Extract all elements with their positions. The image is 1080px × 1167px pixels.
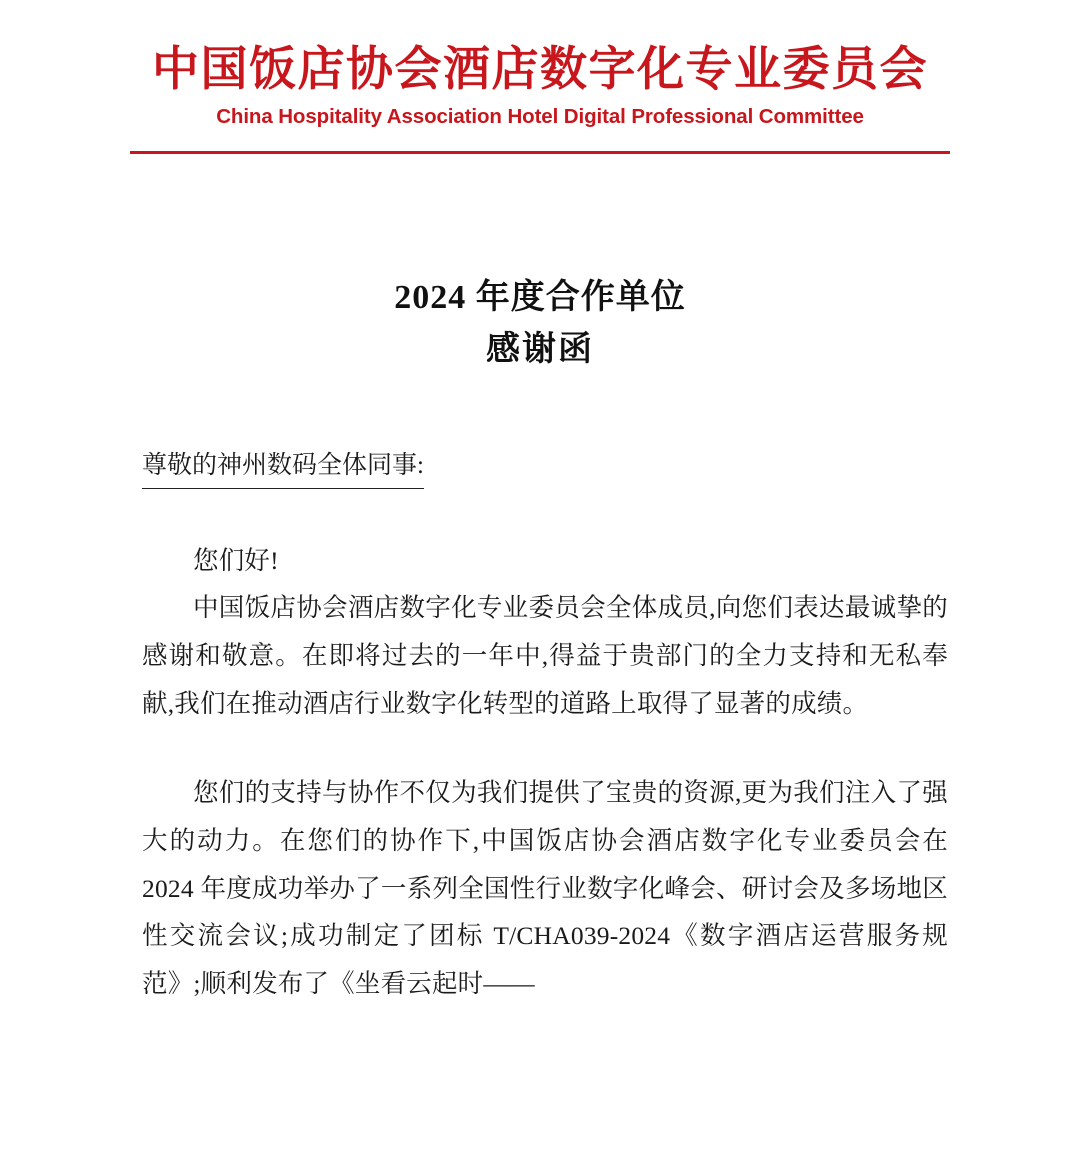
organization-name-english: China Hospitality Association Hotel Digital Professional Committee	[216, 104, 864, 128]
title-line-subject: 感谢函	[486, 330, 594, 368]
letterhead	[130, 0, 950, 154]
body-paragraph-1: 中国饭店协会酒店数字化专业委员会全体成员,向您们表达最诚挚的感谢和敬意。在即将过去的一年中,得益于贵部门的全力支持和无私奉献,我们在推动酒店行业数字化转型的道路上取得了显著的成绩。	[142, 593, 948, 718]
salutation: 尊敬的神州数码全体同事:	[142, 447, 424, 489]
title-line-year: 2024 年度合作单位	[394, 278, 686, 316]
organization-name-chinese: 中国饭店协会酒店数字化专业委员会	[152, 42, 928, 97]
letterhead-divider	[130, 151, 950, 154]
body-paragraph-2: 您们的支持与协作不仅为我们提供了宝贵的资源,更为我们注入了强大的动力。在您们的协作下,中国饭店协会酒店数字化专业委员会在 2024 年度成功举办了一系列全国性行业数字化峰会、研讨会及多场地区性交流会议;成功制定了团标 T/CHA039-2024《数字酒店运营服务规范》;顺利发布了《坐看云起时——	[142, 778, 948, 998]
greeting-paragraph: 您们好!	[193, 545, 279, 575]
document-title	[130, 272, 950, 377]
letter-body	[142, 537, 948, 1008]
